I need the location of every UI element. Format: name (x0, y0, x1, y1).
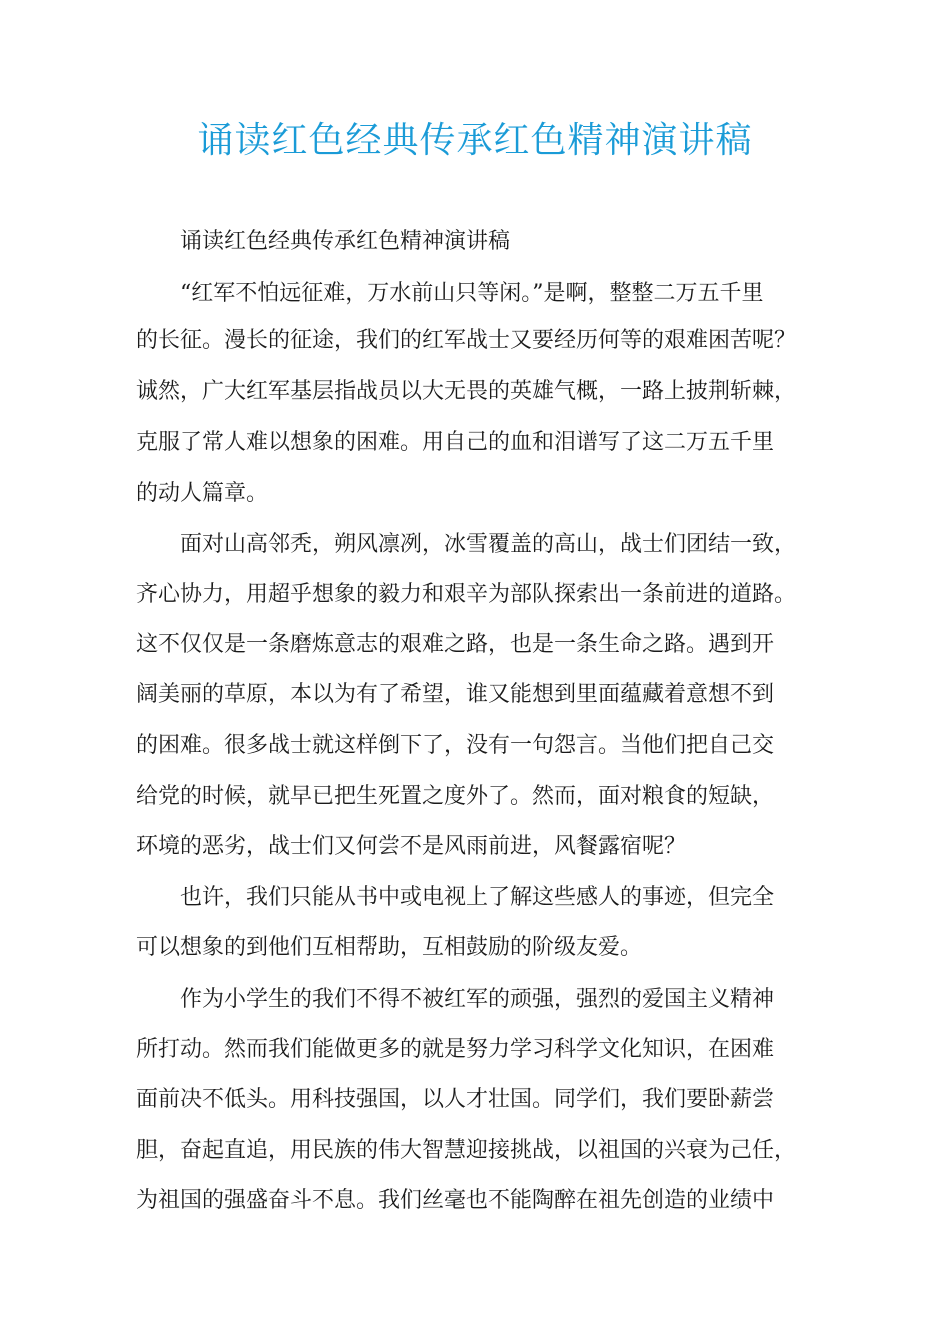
paragraph-line: 诵读红色经典传承红色精神演讲稿 (180, 229, 511, 254)
paragraph-line: “红军不怕远征难，万水前山只等闲。”是啊，整整二万五千里 (180, 281, 764, 306)
paragraph-line: 的长征。漫长的征途，我们的红军战士又要经历何等的艰难困苦呢？ (136, 328, 797, 353)
paragraph-line: 面前决不低头。用科技强国，以人才壮国。同学们，我们要卧薪尝 (136, 1087, 775, 1112)
paragraph-line: 也许，我们只能从书中或电视上了解这些感人的事迹，但完全 (180, 885, 775, 910)
paragraph-line: 这不仅仅是一条磨炼意志的艰难之路，也是一条生命之路。遇到开 (136, 632, 775, 657)
paragraph-line: 为祖国的强盛奋斗不息。我们丝毫也不能陶醉在祖先创造的业绩中 (136, 1188, 775, 1213)
paragraph-line: 所打动。然而我们能做更多的就是努力学习科学文化知识，在困难 (136, 1037, 775, 1062)
document-title: 诵读红色经典传承红色精神演讲稿 (197, 120, 753, 161)
paragraph-line: 诚然，广大红军基层指战员以大无畏的英雄气概，一路上披荆斩棘， (136, 379, 797, 404)
paragraph-line: 阔美丽的草原，本以为有了希望，谁又能想到里面蕴藏着意想不到 (136, 682, 775, 707)
paragraph-line: 环境的恶劣，战士们又何尝不是风雨前进，风餐露宿呢？ (136, 834, 687, 859)
paragraph-line: 齐心协力，用超乎想象的毅力和艰辛为部队探索出一条前进的道路。 (136, 582, 797, 607)
paragraph-line: 给党的时候，就早已把生死置之度外了。然而，面对粮食的短缺， (136, 784, 775, 809)
paragraph-line: 作为小学生的我们不得不被红军的顽强，强烈的爱国主义精神 (180, 987, 775, 1012)
paragraph-line: 的动人篇章。 (136, 481, 269, 506)
paragraph-line: 的困难。很多战士就这样倒下了，没有一句怨言。当他们把自己交 (136, 733, 775, 758)
paragraph-line: 可以想象的到他们互相帮助，互相鼓励的阶级友爱。 (136, 935, 643, 960)
paragraph-line: 胆，奋起直追，用民族的伟大智慧迎接挑战，以祖国的兴衰为己任， (136, 1138, 797, 1163)
paragraph-line: 面对山高邻秃，朔风凛冽，冰雪覆盖的高山，战士们团结一致， (180, 532, 797, 557)
paragraph-line: 克服了常人难以想象的困难。用自己的血和泪谱写了这二万五千里 (136, 430, 775, 455)
